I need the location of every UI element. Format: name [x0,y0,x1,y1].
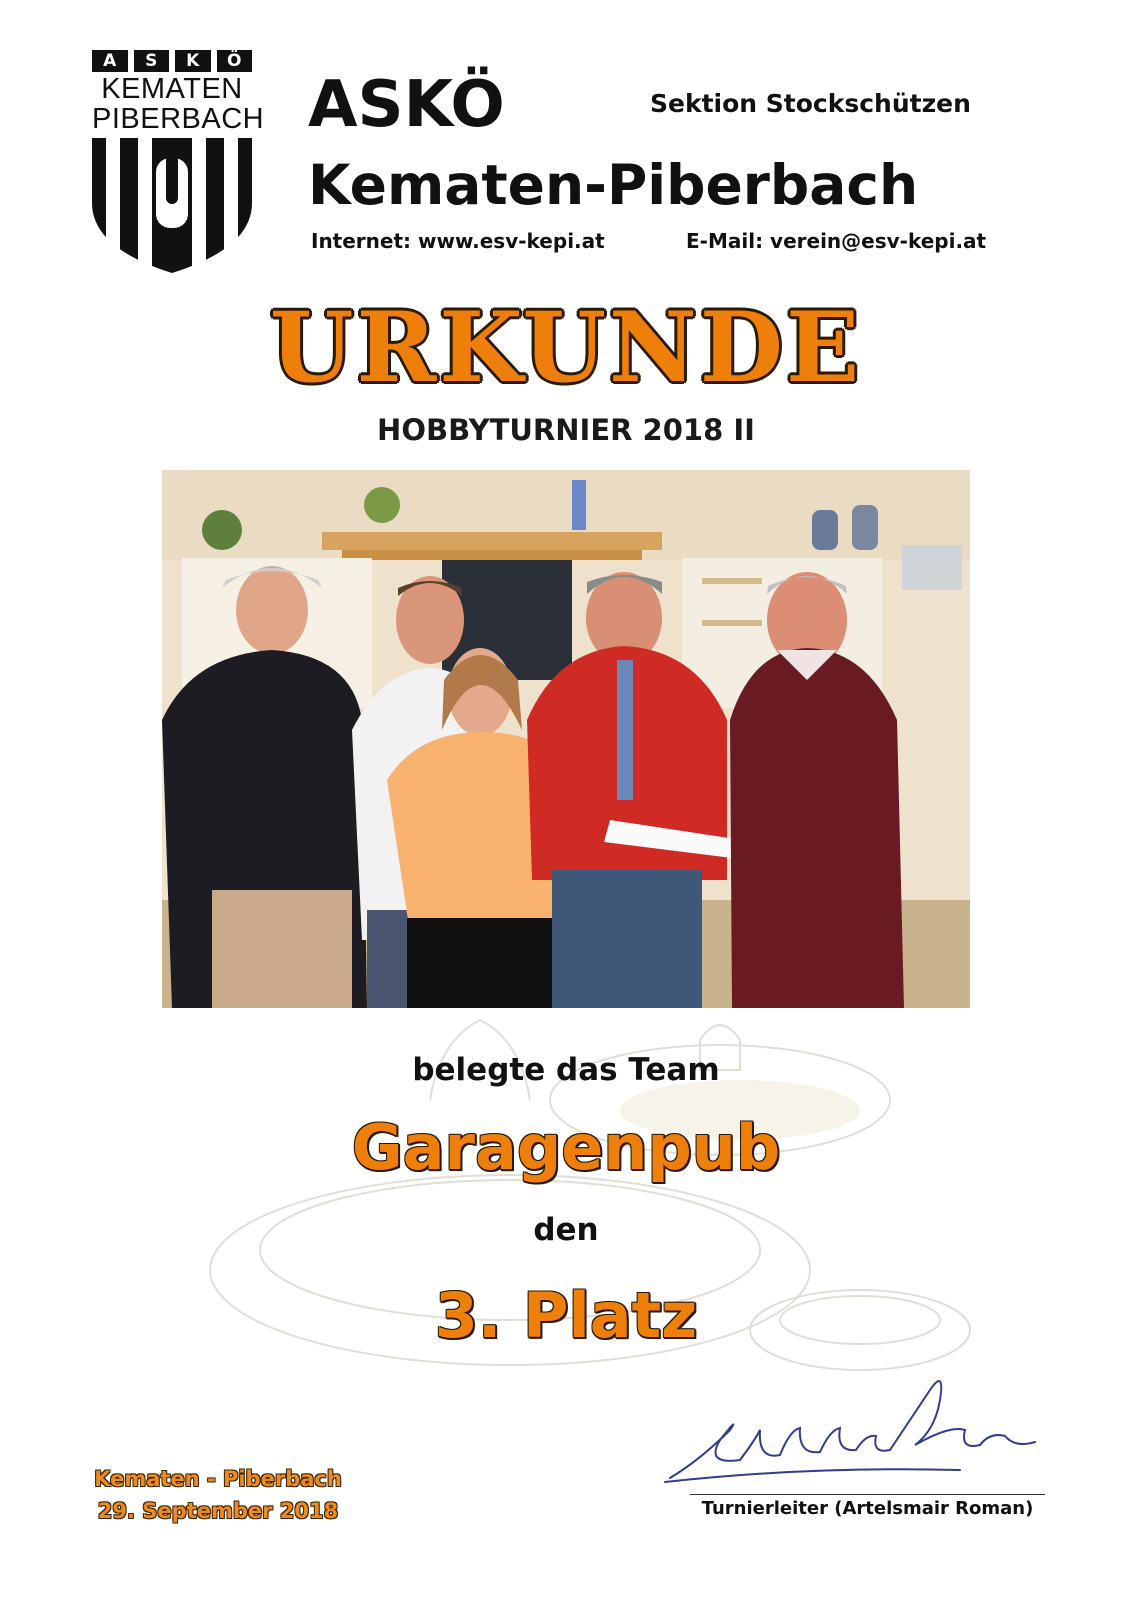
email-text: E-Mail: verein@esv-kepi.at [686,229,987,253]
club-logo [92,50,265,275]
website-text: Internet: www.esv-kepi.at [311,229,605,253]
logo-line-2: PIBERBACH [92,103,265,135]
placement: 3. Platz [434,1279,698,1352]
club-name: Kematen-Piberbach [308,153,919,217]
signature-caption: Turnierleiter (Artelsmair Roman) [701,1498,1034,1519]
placed-text: belegte das Team [412,1052,720,1088]
team-name: Garagenpub [351,1111,781,1184]
logo-letter: K [175,50,211,72]
footer-location: Kematen - Piberbach [94,1467,342,1491]
section-label: Sektion Stockschützen [650,89,971,118]
den-text: den [533,1212,599,1248]
logo-letter-boxes [92,50,252,72]
footer-date: 29. September 2018 [97,1499,339,1523]
logo-letter: A [92,50,128,72]
certificate-title: URKUNDE [269,291,863,404]
certificate-subtitle: HOBBYTURNIER 2018 II [377,413,755,447]
logo-line-1: KEMATEN [101,73,243,105]
team-photo-illustration [162,470,970,1008]
handwritten-signature [660,1370,1050,1510]
logo-letter: Ö [217,50,253,72]
logo-letter: S [134,50,170,72]
team-photo [162,470,970,1008]
logo-shield-icon [92,138,252,273]
club-short-name: ASKÖ [308,68,505,142]
signature-line [690,1494,1045,1495]
